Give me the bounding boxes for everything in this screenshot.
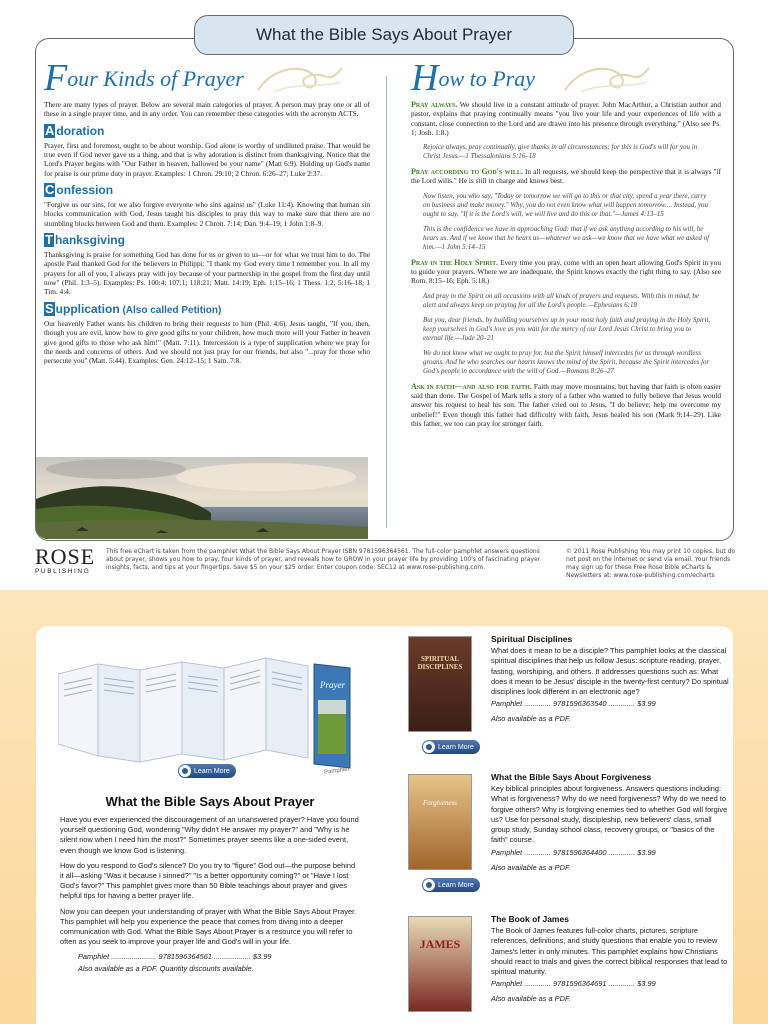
product-pdf-note: Also available as a PDF.: [491, 714, 571, 724]
echart-footer: [35, 546, 735, 588]
swirl-ornament-icon: [561, 62, 651, 96]
heading-text: ow to Pray: [438, 66, 536, 91]
section-confession: [44, 183, 370, 228]
how-to-pray-column: [411, 57, 721, 434]
learn-more-label: Learn More: [438, 881, 474, 889]
product-price: Pamphlet ............. 9781596364400 ............. $3.99: [491, 847, 656, 857]
supplication-initial: S: [45, 300, 54, 316]
block-text: In all requests, we should keep the perspective that it is always "if the Lord wills." He is still in charge and knows best.: [411, 167, 721, 186]
product-pdf-note: Also available as a PDF.: [491, 994, 571, 1004]
product-price: Pamphlet ............. 9781596363540 ............. $3.99: [491, 699, 656, 709]
block-text: We should live in a constant attitude of prayer. John MacArthur, a Christian author and pastor, explains that praying continually means "you live your life and your experiences of life with a constant, close connection to the Lord and are drawn into his presence through everything." (Also see Ps. 1; Josh. 1:8.): [411, 100, 721, 137]
block-heading: Pray according to God's will.: [411, 167, 523, 177]
scripture-quote: This is the confidence we have in approaching God: that if we ask anything according to his will, he hears us. And if we know that he hears us—whatever we ask—we know that we have what we asked of him.—1 John 5:14–15: [423, 224, 710, 251]
book-cover-title: Forgiveness: [423, 799, 457, 807]
book-cover-image[interactable]: [408, 916, 472, 1012]
product-description: The Book of James features full-color charts, pictures, scripture references, definitions, and study questions that enable you to review James's letter in only minutes. This pamphlet explains how Christians should react to trials and gives the correct biblical responses that lead to spiritual maturity.: [491, 926, 728, 977]
scripture-quote: Now listen, you who say, "Today or tomorrow we will go to this or that city, spend a year there, carry on business and make money." Why, you do not even know what will happen tomorrow.... Instead, you ought to say, "If it is the Lord's will, we will live and do this or that."—James 4:13–15: [423, 191, 709, 218]
rose-publishing-logo[interactable]: [35, 546, 101, 575]
page-title: What the Bible Says About Prayer: [194, 15, 574, 55]
four-kinds-intro: There are many types of prayer. Below are several main categories of prayer. A person may pray one or all of these in a single prayer time, and in any order. You can remember these categories with the acronym ACTS.: [44, 100, 370, 119]
supplication-text: Our heavenly Father wants his children to bring their requests to him (Phil. 4:6). Jesus taught, "If you, then, though you are evil, know how to give good gifts to your children, how much more will your Father in heaven give good gifts to those who ask him!" (Matt. 7:11). Intercession is a type of supplication where we pray for the needs and concerns of others. And we should not just pray for our friends, but also "...pray for those who persecute you" (Matt. 5:44). Examples: Gen. 24:12–15; 1 Sam. 7:8.: [44, 318, 370, 366]
block-text: Faith may move mountains, but having that faith is often easier said than done. The Gospel of Mark tells a story of a father who wanted to fully believe that Jesus would answer his request to heal his son. The father cried out to Jesus, "I do believe; help me overcome my unbelief!" Even though this father had difficulty with faith, Jesus healed his son (Mark 9:14–29). Like this father, we too can pray for stronger faith.: [411, 381, 721, 428]
thanksgiving-text: Thanksgiving is praise for something God has done for us or given to us—or for what we trust him to do. The apostle Paul thanked God for the believers in Philippi: "I thank my God every time I remember you. In all my prayers for all of you, I always pray with joy because of your partnership in the gospel from the first day until now" (Phil. 1:3–5). Examples: Ps. 100:4; 107:1; 118:21; Matt. 14:19; Eph. 1:15–16; 1 Thess. 1:2; 5:16–18; 1 Tim. 4:4.: [44, 250, 370, 297]
featured-product: [60, 794, 360, 973]
learn-more-icon: [423, 879, 435, 891]
confession-initial: C: [45, 182, 55, 198]
learn-more-label: Learn More: [438, 743, 474, 751]
block-pray-always: [411, 100, 721, 161]
learn-more-icon: [423, 741, 435, 753]
product-title[interactable]: The Book of James: [491, 914, 569, 924]
four-kinds-column: [44, 57, 370, 366]
learn-more-icon: [179, 765, 191, 777]
section-supplication: [44, 302, 370, 366]
featured-description: Now you can deepen your understanding of prayer with What the Bible Says About Prayer. This pamphlet will help you experience the peace that comes from diving into a deeper communication with God. What the Bible Says About Prayer is a resource you will refer to often as you seek to improve your prayer life and God's will in your life.: [60, 906, 357, 947]
featured-description: Have you ever experienced the discouragement of an unanswered prayer? Have you found yourself questioning God, wondering "Why didn't He answer my prayer?" and "Why is he silent now when I need him the most?" Sometimes prayer seems like a one-sided event, even though we know God is listening.: [60, 815, 359, 855]
learn-more-button[interactable]: [422, 738, 480, 757]
featured-product-title[interactable]: What the Bible Says About Prayer: [105, 794, 315, 809]
block-text: Every time you pray, come with an open heart allowing God's Spirit in you to guide your prayers. Where we are inadequate, the Spirit knows exactly the right thing to say. (Also see Rom. 8:15–16; Eph. 5:18.): [411, 257, 721, 286]
featured-description: How do you respond to God's silence? Do you try to "figure" God out—the purpose behind it all—asking "Was it because I sinned?" "Is a better opportunity coming?" or "Have I lost God's favor?" This pamphlet gives more than 50 Bible teachings about prayer and gives helpful tips for having a better prayer life.: [60, 860, 356, 901]
product-ad-panel: [0, 590, 768, 1024]
scripture-quote: We do not know what we ought to pray for, but the Spirit himself intercedes for us through wordless groans. And he who searches our hearts knows the mind of the Spirit, because the Spirit intercedes for God's people in accordance with the will of God.—Romans 8:26–27: [423, 348, 710, 375]
pamphlet-label: Pamphlet: [323, 766, 350, 774]
learn-more-label: Learn More: [194, 767, 230, 775]
landscape-photo: [36, 457, 368, 539]
book-cover-title: SPIRITUAL DISCIPLINES: [417, 655, 463, 671]
product-description: What does it mean to be a disciple? This pamphlet looks at the classical spiritual disciplines that help us follow Jesus: scripture reading, prayer, fasting, worshiping, and others. It addresses questions such as: What does it mean to be Jesus' disciple in the twenty-first century? Do spiritual disciplines look different in an electronic age?: [491, 646, 729, 697]
thanksgiving-title: hanksgiving: [54, 233, 125, 248]
learn-more-button[interactable]: [178, 762, 236, 781]
column-divider: [386, 76, 387, 528]
pamphlet-note: This free eChart is taken from the pamphlet What the Bible Says About Prayer ISBN 9781596364561. The full-color pamphlet answers questions about prayer, shows you how to pray, four kinds of prayer, and reveals how to GROW in your prayer life by providing 100's of fascinating prayer insights, facts, and tips at your fingertips. Save $5 on your $25 order. Enter coupon code: SEC12 at www.rose-publishing.com.: [106, 548, 541, 571]
logo-wordmark: ROSE: [35, 544, 96, 569]
supplication-subtitle: (Also called Petition): [119, 304, 222, 316]
adoration-text: Prayer, first and foremost, ought to be about worship. God alone is worthy of undiluted praise. That would be true even if God never gave us a thing, and that is why adoration is distinct from thanksgiving. Notice that the Lord's Prayer begins with "Our Father in heaven, hallowed be your name" (Matt 6:9). Holding up God's name for praise is our prime duty in prayer. Examples: 1 Chron. 29:10; 2 Chron. 6:26–27; Luke 2:37.: [44, 140, 370, 178]
copyright-note: © 2011 Rose Publishing You may print 10 copies, but do not post on the internet or send via email. Your friends may sign up for these Free Rose Bible eCharts & Newsletters at: www.rose-publishing.com/echarts: [566, 548, 736, 579]
featured-pdf-note: Also available as a PDF. Quantity discounts available.: [78, 964, 254, 974]
how-to-pray-heading: [411, 57, 721, 100]
product-description: Key biblical principles about forgiveness. Answers questions including: What is forgiveness? Why do we need forgiveness? Why do we need to forgive others? Why is forgiving enemies tied to whether God will forgive us? Use for personal study, discipleship, new believers' class, small group study, Sunday school class, recovery groups, or "basics of the faith" course.: [491, 784, 728, 845]
heading-text: our Kinds of Prayer: [67, 66, 244, 91]
thanksgiving-initial: T: [45, 232, 53, 248]
book-cover-image[interactable]: [408, 774, 472, 870]
scripture-quote: And pray in the Spirit on all occasions with all kinds of prayers and requests. With this in mind, be alert and always keep on praying for all the Lord's people.—Ephesians 6:18: [423, 291, 700, 309]
block-heading: Pray in the Holy Spirit.: [411, 257, 499, 267]
scripture-quote: But you, dear friends, by building yourselves up in your most holy faith and praying in the Holy Spirit, keep yourselves in God's love as you wait for the mercy of our Lord Jesus Christ to bring you to eternal life.—Jude 20–21: [423, 315, 711, 342]
pamphlet-cover-title: Prayer: [320, 680, 345, 690]
block-pray-holy-spirit: [411, 258, 721, 376]
heading-initial: F: [44, 57, 68, 99]
book-cover-image[interactable]: [408, 636, 472, 732]
learn-more-button[interactable]: [422, 876, 480, 895]
swirl-ornament-icon: [254, 62, 344, 96]
product-title[interactable]: Spiritual Disciplines: [491, 634, 573, 644]
product-title[interactable]: What the Bible Says About Forgiveness: [491, 772, 652, 782]
product-pdf-note: Also available as a PDF.: [491, 862, 571, 872]
logo-subtitle: PUBLISHING: [35, 568, 91, 575]
block-heading: Ask in faith—and also for faith.: [411, 381, 532, 391]
section-adoration: [44, 124, 370, 178]
adoration-title: doration: [56, 123, 105, 138]
confession-text: "Forgive us our sins, for we also forgive everyone who sins against us" (Luke 11:4). Knowing that human sin blocks communication with God, Jesus taught his disciples to pray this way to make sure that there are no stumbling blocks between God and them. Examples: 2 Chron. 7:14; Dan. 9:4–19; 1 John 1:8–9.: [44, 200, 370, 228]
block-heading: Pray always.: [411, 100, 458, 109]
scripture-quote: Rejoice always, pray continually, give thanks in all circumstances; for this is God's will for you in Christ Jesus.—1 Thessalonians 5:16–18: [423, 143, 698, 161]
four-kinds-heading: [44, 57, 370, 100]
block-ask-in-faith: [411, 382, 721, 428]
ad-card: [36, 626, 733, 1024]
pamphlet-image[interactable]: [58, 644, 378, 774]
confession-title: onfession: [56, 183, 114, 198]
product-price: Pamphlet ............. 9781596364691 ............. $3.99: [491, 979, 656, 989]
heading-initial: H: [411, 57, 439, 99]
book-cover-title: JAMES: [419, 937, 461, 951]
featured-price: Pamphlet ...................... 9781596364561 .................. $3.99: [78, 952, 272, 962]
adoration-initial: A: [45, 122, 55, 138]
supplication-title: upplication: [55, 301, 120, 316]
section-thanksgiving: [44, 233, 370, 297]
block-pray-gods-will: [411, 167, 721, 252]
